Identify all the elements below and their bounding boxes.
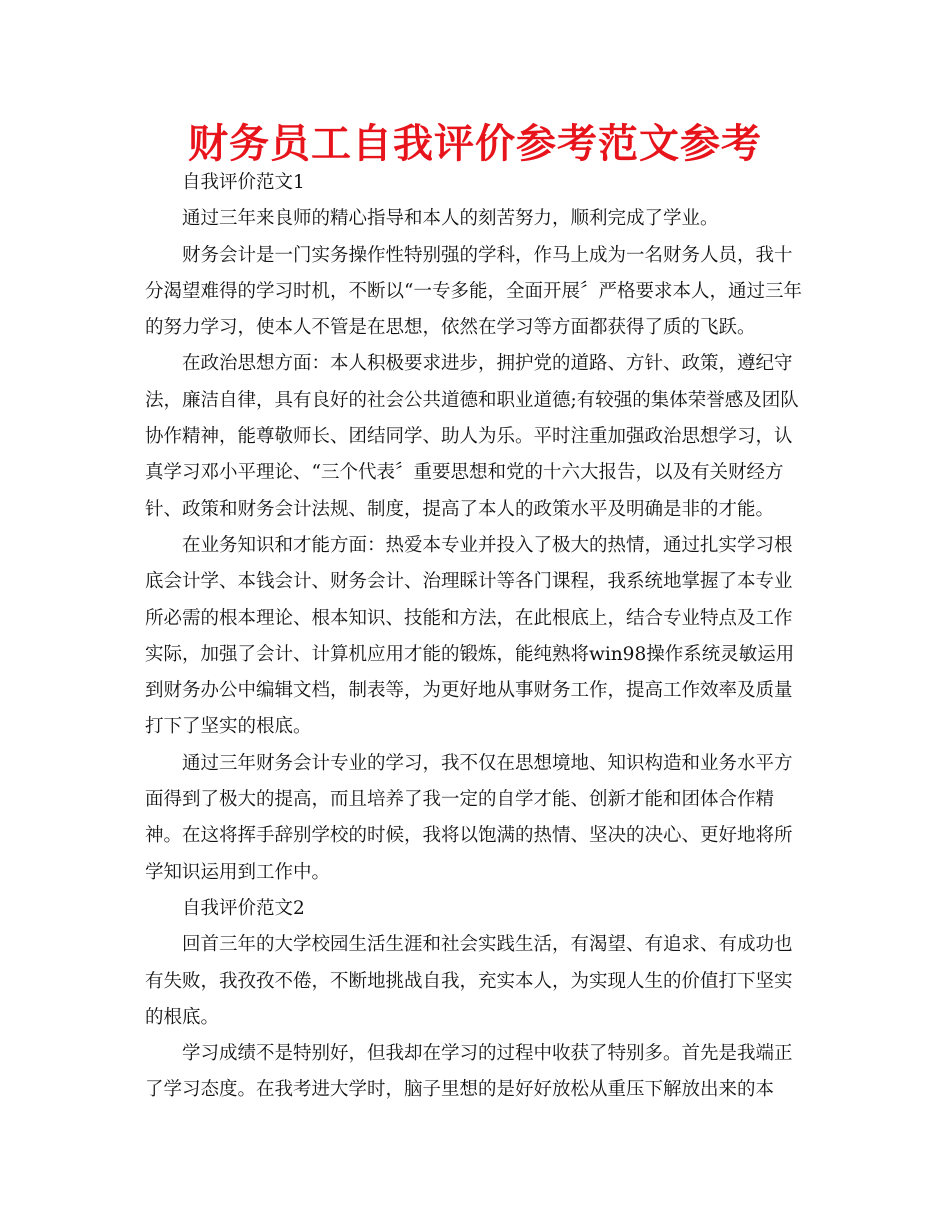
text-line: 学习成绩不是特别好，但我却在学习的过程中收获了特别多。首先是我端正 <box>182 1043 793 1065</box>
section-heading: 自我评价范文1 <box>182 172 305 193</box>
text-line: 通过三年财务会计专业的学习，我不仅在思想境地、知识构造和业务水平方 <box>182 752 793 774</box>
text-line: 底会计学、本钱会计、财务会计、治理睬计等各门课程，我系统地掌握了本专业 <box>145 571 793 593</box>
text-line: 面得到了极大的提高，而且培养了我一定的自学才能、创新才能和团体合作精 <box>145 789 775 811</box>
text-line: 在业务知识和才能方面：热爱本专业并投入了极大的热情，通过扎实学习根 <box>182 534 793 556</box>
text-line: 在政治思想方面：本人积极要求进步，拥护党的道路、方针、政策，遵纪守 <box>182 353 793 375</box>
text-line: 打下了坚实的根底。 <box>145 716 312 738</box>
text-line: 财务会计是一门实务操作性特别强的学科，作马上成为一名财务人员，我十 <box>182 244 793 266</box>
text-line: 的根底。 <box>145 1006 220 1028</box>
text-line: 神。在这将挥手辞别学校的时候，我将以饱满的热情、坚决的决心、更好地将所 <box>145 825 793 847</box>
text-line: 回首三年的大学校园生活生涯和社会实践生活，有渴望、有追求、有成功也 <box>182 934 793 956</box>
text-line: 实际，加强了会计、计算机应用才能的锻炼，能纯熟将win98操作系统灵敏运用 <box>145 643 795 665</box>
document-body <box>145 165 810 1109</box>
text-line: 通过三年来良师的精心指导和本人的刻苦努力，顺利完成了学业。 <box>182 208 719 230</box>
text-line: 法，廉洁自律，具有良好的社会公共道德和职业道德;有较强的集体荣誉感及团队 <box>145 389 799 411</box>
text-line: 学知识运用到工作中。 <box>145 861 331 883</box>
text-line: 所必需的根本理论、根本知识、技能和方法，在此根底上，结合专业特点及工作 <box>145 607 793 629</box>
text-line: 到财务办公中编辑文档，制表等，为更好地从事财务工作，提高工作效率及质量 <box>145 680 793 702</box>
text-line: 分渴望难得的学习时机，不断以“一专多能，全面开展〞严格要求本人，通过三年 <box>145 280 802 302</box>
document-title: 财务员工自我评价参考范文参考 <box>188 121 762 167</box>
text-line: 真学习邓小平理论、“三个代表〞重要思想和党的十六大报告，以及有关财经方 <box>145 462 784 484</box>
section-heading: 自我评价范文2 <box>182 897 305 919</box>
text-line: 的努力学习，使本人不管是在思想，依然在学习等方面都获得了质的飞跃。 <box>145 317 756 339</box>
text-line: 协作精神，能尊敬师长、团结同学、助人为乐。平时注重加强政治思想学习，认 <box>145 426 793 448</box>
text-line: 了学习态度。在我考进大学时，脑子里想的是好好放松从重压下解放出来的本 <box>145 1079 775 1101</box>
text-line: 针、政策和财务会计法规、制度，提高了本人的政策水平及明确是非的才能。 <box>145 498 775 520</box>
text-line: 有失败，我孜孜不倦，不断地挑战自我，充实本人，为实现人生的价值打下坚实 <box>145 970 793 992</box>
